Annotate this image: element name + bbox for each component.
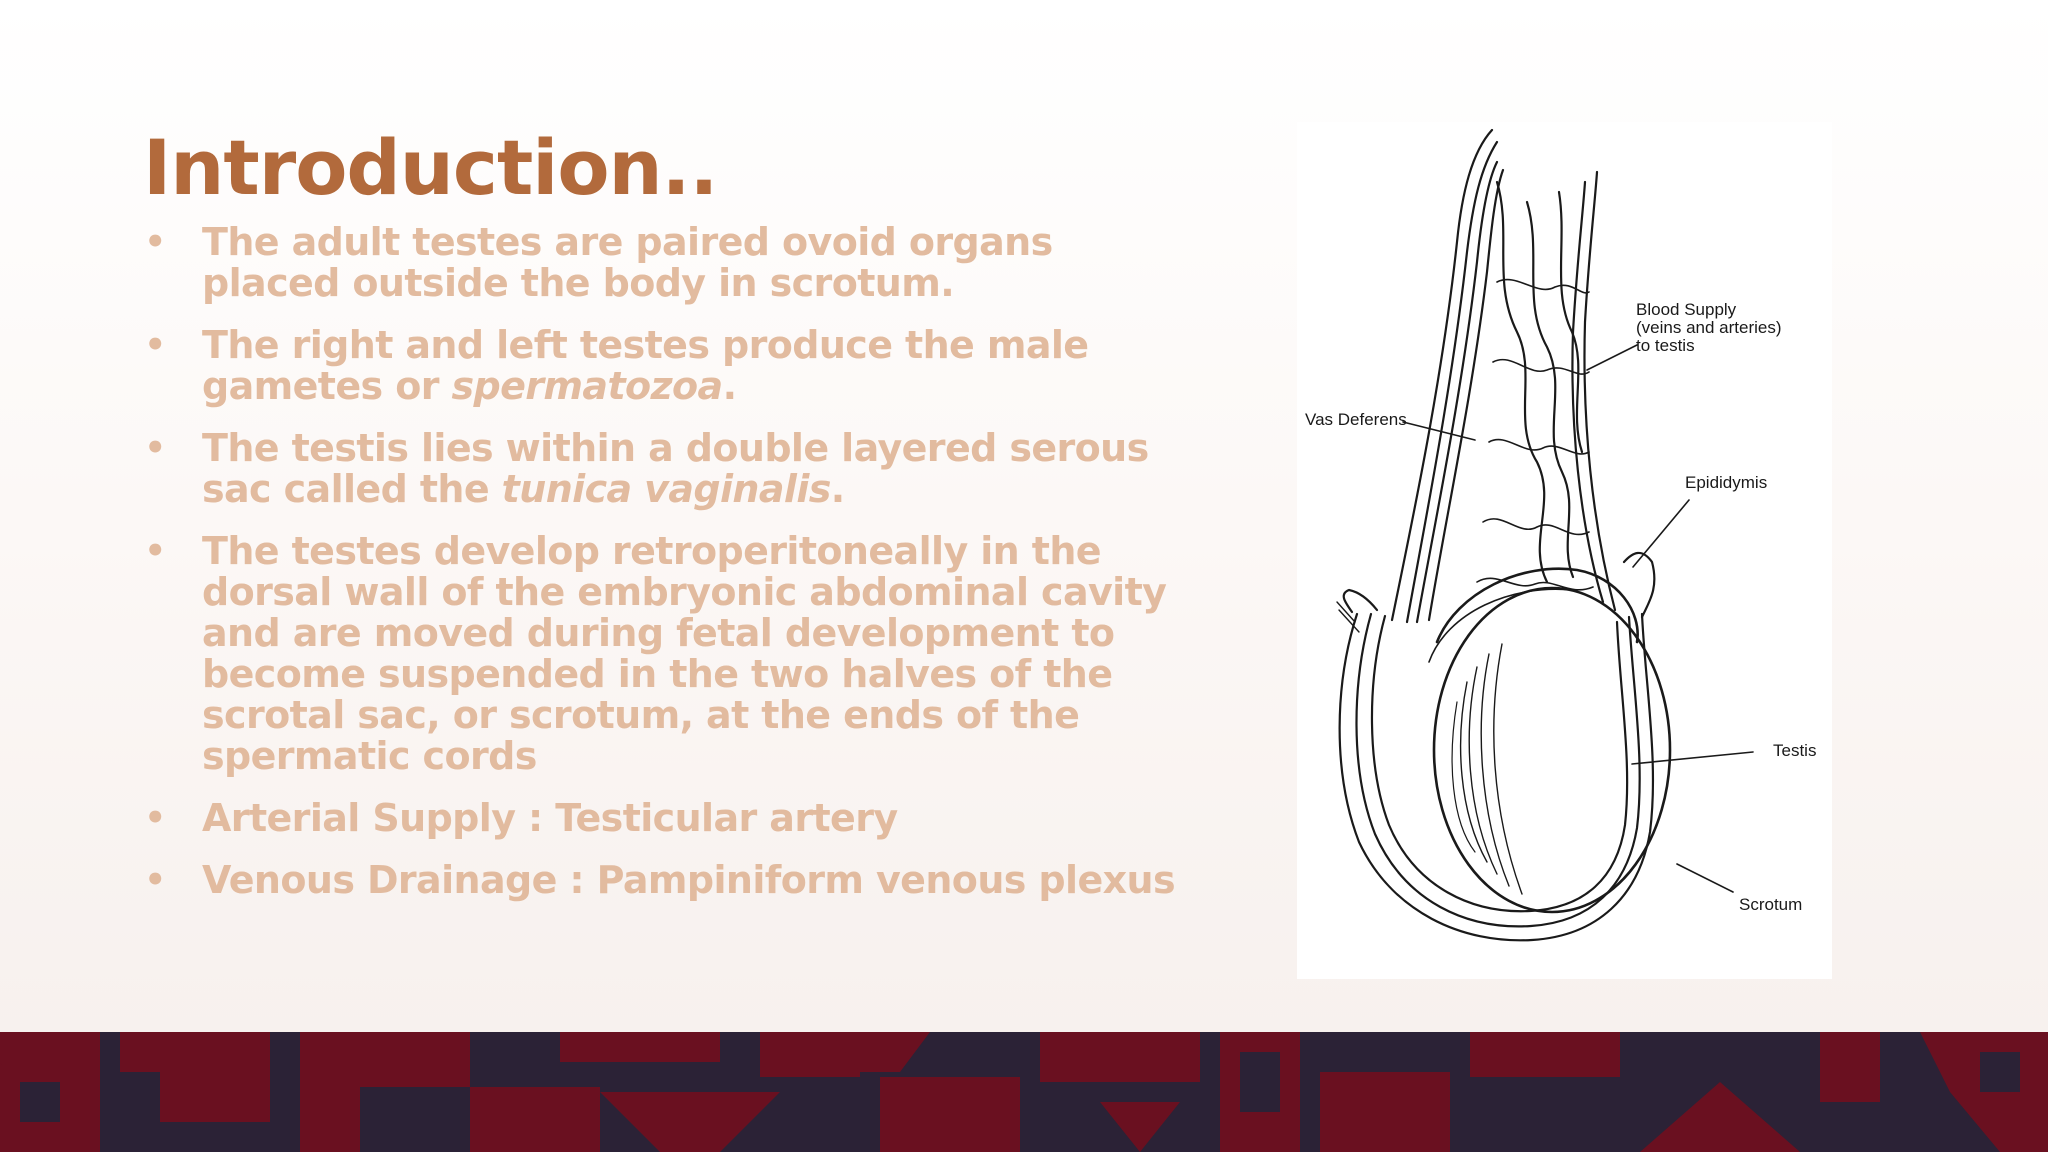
label-blood-supply: Blood Supply [1636, 300, 1737, 319]
bullet-dot-icon: • [144, 428, 166, 468]
bullet-text: The right and left testes produce the male gametes or [202, 323, 1089, 408]
bullet-item [143, 860, 1183, 901]
label-testis: Testis [1773, 741, 1817, 760]
bullet-item [143, 222, 1183, 304]
bullet-item [143, 428, 1183, 510]
label-epididymis: Epididymis [1685, 473, 1768, 492]
bullet-list [143, 222, 1183, 922]
bullet-text: The adult testes are paired ovoid organs placed outside the body in scrotum. [202, 220, 1053, 305]
bullet-text: . [830, 467, 845, 511]
bullet-emphasis: tunica vaginalis [501, 467, 831, 511]
label-scrotum: Scrotum [1739, 895, 1803, 914]
testis-illustration [1297, 122, 1832, 979]
bullet-dot-icon: • [144, 798, 166, 838]
bullet-dot-icon: • [144, 325, 166, 365]
bullet-item [143, 531, 1183, 777]
bullet-dot-icon: • [144, 531, 166, 571]
label-blood-supply-target: to testis [1636, 336, 1695, 355]
bullet-item [143, 798, 1183, 839]
bullet-text: Venous Drainage : Pampiniform venous plexus [202, 858, 1175, 902]
bullet-dot-icon: • [144, 860, 166, 900]
label-blood-supply-detail: (veins and arteries) [1636, 318, 1782, 337]
bullet-text: The testis lies within a double layered serous sac called the [202, 426, 1149, 511]
bullet-text: . [722, 364, 737, 408]
bullet-emphasis: spermatozoa [451, 364, 723, 408]
label-vas-deferens: Vas Deferens [1305, 410, 1407, 429]
slide-title: Introduction.. [143, 123, 718, 212]
bullet-item [143, 325, 1183, 407]
bullet-text: The testes develop retroperitoneally in the dorsal wall of the embryonic abdominal cavity and are moved during fetal development to become suspended in the two halves of the scrotal sac, or scrotum, at the ends of the spermatic cords [202, 529, 1167, 778]
testis-diagram [1297, 122, 1832, 979]
bullet-text: Arterial Supply : Testicular artery [202, 796, 898, 840]
bullet-dot-icon: • [144, 222, 166, 262]
geometric-pattern [0, 1032, 2048, 1152]
decorative-pattern-band [0, 1032, 2048, 1152]
